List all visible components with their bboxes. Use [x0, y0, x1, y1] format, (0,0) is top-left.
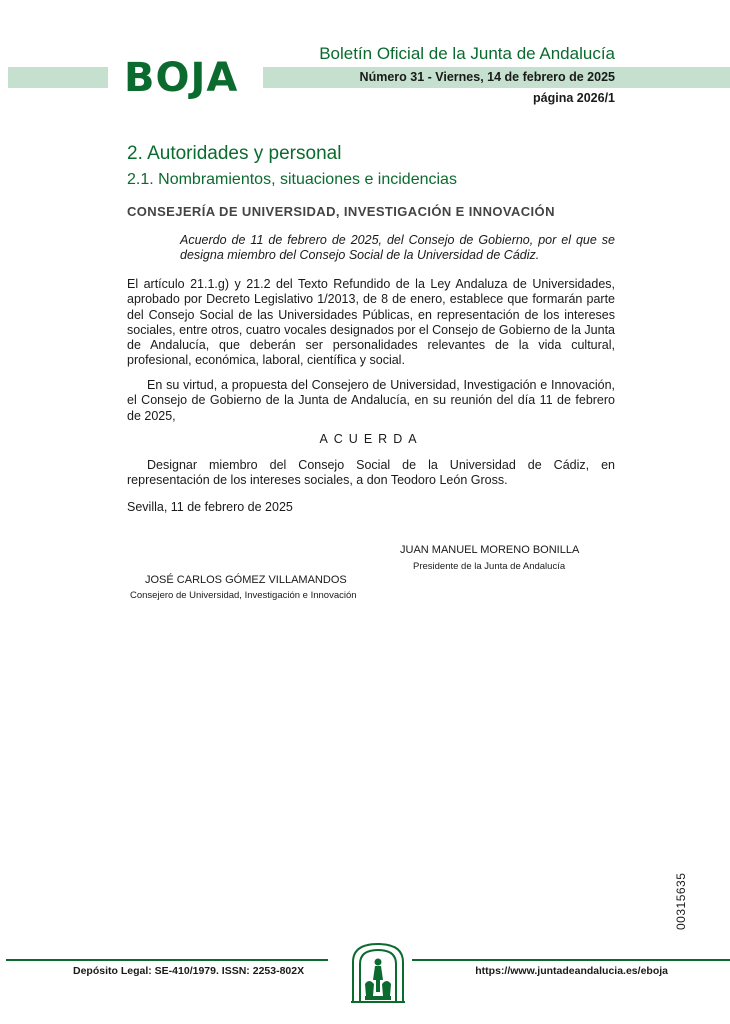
- footer-url[interactable]: https://www.juntadeandalucia.es/eboja: [475, 965, 668, 977]
- signature-1-name: JUAN MANUEL MORENO BONILLA: [400, 544, 580, 556]
- boja-logo: BOJA: [124, 55, 239, 101]
- page-number: página 2026/1: [533, 91, 615, 105]
- header-band-left: [8, 67, 108, 88]
- paragraph-2: En su virtud, a propuesta del Consejero de Universidad, Investigación e Innovación, el Consejo de Gobierno de la Junta de Andalucía, en su reunión del día 11 de febrero de 2025,: [127, 378, 615, 423]
- bulletin-title: Boletín Oficial de la Junta de Andalucía: [319, 44, 615, 63]
- paragraph-3: Designar miembro del Consejo Social de la Universidad de Cádiz, en representación de los intereses sociales, a don Teodoro León Gross.: [127, 458, 615, 488]
- footer-line-right: [412, 959, 730, 961]
- issue-info: Número 31 - Viernes, 14 de febrero de 2025: [359, 70, 615, 84]
- signature-1-role: Presidente de la Junta de Andalucía: [413, 561, 566, 572]
- signature-2-name: JOSÉ CARLOS GÓMEZ VILLAMANDOS: [145, 574, 347, 586]
- agreement-summary: Acuerdo de 11 de febrero de 2025, del Consejo de Gobierno, por el que se designa miembro del Consejo Social de la Universidad de Cádiz.: [180, 233, 615, 262]
- place-date: Sevilla, 11 de febrero de 2025: [127, 500, 293, 514]
- section-subtitle: 2.1. Nombramientos, situaciones e incidencias: [127, 171, 457, 188]
- legal-deposit: Depósito Legal: SE-410/1979. ISSN: 2253-802X: [73, 965, 305, 977]
- acuerda-heading: ACUERDA: [319, 432, 423, 446]
- document-number: 00315635: [674, 872, 688, 930]
- department-heading: CONSEJERÍA DE UNIVERSIDAD, INVESTIGACIÓN E INNOVACIÓN: [127, 204, 555, 219]
- paragraph-1: El artículo 21.1.g) y 21.2 del Texto Refundido de la Ley Andaluza de Universidades, aprobado por Decreto Legislativo 1/2013, de 8 de enero, establece que formarán parte del Consejo Social de las Universidades Públicas, en representación de los intereses sociales, entre otros, cuatro vocales designados por el Consejo de Gobierno de la Junta de Andalucía, que deberán ser personalidades relevantes de la vida cultural, profesional, económica, laboral, científica y social.: [127, 277, 615, 368]
- andalucia-coat-of-arms-icon: [347, 940, 409, 1006]
- section-title: 2. Autoridades y personal: [127, 143, 342, 164]
- footer-line-left: [6, 959, 328, 961]
- signature-2-role: Consejero de Universidad, Investigación e Innovación: [130, 590, 357, 601]
